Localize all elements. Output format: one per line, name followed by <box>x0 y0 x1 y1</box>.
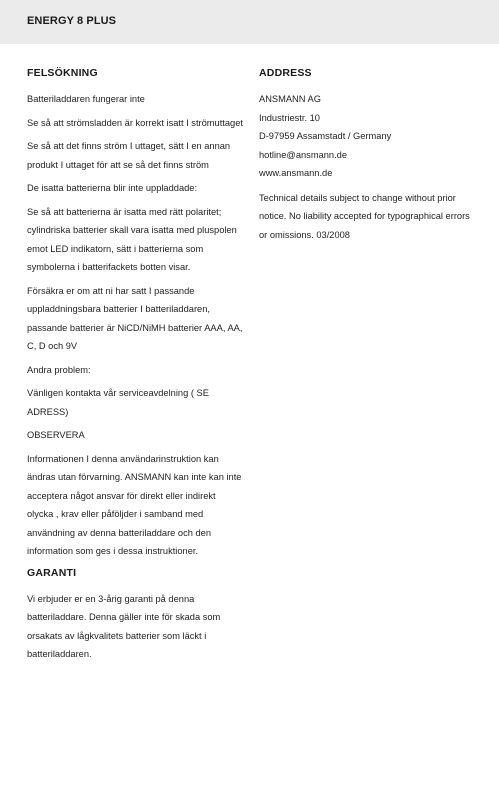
address-heading: ADDRESS <box>259 67 312 79</box>
address-company: ANSMANN AG <box>259 94 321 104</box>
troubleshoot-item-polarity: Se så att batterierna är isatta med rätt polaritet; cylindriska batterier skall vara isatta med pluspolen emot LED indikatorn, sätt i batterierna som symbolerna i batterifackets botten visar. <box>27 206 237 272</box>
troubleshooting-heading: FELSÖKNING <box>27 67 98 79</box>
left-column <box>27 66 243 669</box>
troubleshoot-item-check-outlet: Se så att det finns ström I uttaget, sätt I en annan produkt I uttaget för att se så det finns ström <box>27 141 231 170</box>
address-street: Industriestr. 10 <box>259 112 320 123</box>
address-block <box>259 90 475 183</box>
address-email: hotline@ansmann.de <box>259 149 348 160</box>
troubleshoot-item-contact-service: Vänligen kontakta vår serviceavdelning ( SE ADRESS) <box>27 388 209 417</box>
troubleshoot-item-other-problems: Andra problem: <box>27 364 91 375</box>
warranty-text: Vi erbjuder er en 3-årig garanti på denna batteriladdare. Denna gäller inte för skada som orsakats av lågkvalitets batterier som läckt i batteriladdaren. <box>27 593 221 659</box>
address-website: www.ansmann.de <box>259 168 333 178</box>
right-column <box>259 66 475 249</box>
troubleshoot-item-not-charged: De isatta batterierna blir inte uppladdade: <box>27 183 198 193</box>
troubleshoot-item-note-label: OBSERVERA <box>27 430 85 440</box>
troubleshoot-item-battery-types: Försäkra er om att ni har satt I passande uppladdningsbara batterier I batteriladdaren, passande batterier är NiCD/NiMH batterier AAA, AA, C, D och 9V <box>27 285 243 351</box>
troubleshoot-item-disclaimer: Informationen I denna användarinstruktion kan ändras utan förvarning. ANSMANN kan inte kan inte acceptera något ansvar för direkt eller indirekt olycka , krav eller påföljder i samband med användning av denna batteriladdare och den information som ges i dessa instruktioner. <box>27 453 242 556</box>
page-title: ENERGY 8 PLUS <box>27 15 117 27</box>
header-band <box>0 0 499 44</box>
warranty-heading: GARANTI <box>27 566 77 579</box>
technical-disclaimer: Technical details subject to change without prior notice. No liability accepted for typographical errors or omissions. 03/2008 <box>259 192 470 240</box>
address-city: D-97959 Assamstadt / Germany <box>259 131 392 141</box>
troubleshoot-item-check-cord: Se så att strömsladden är korrekt isatt I strömuttaget <box>27 117 243 128</box>
troubleshoot-item-charger-not-working: Batteriladdaren fungerar inte <box>27 94 145 104</box>
